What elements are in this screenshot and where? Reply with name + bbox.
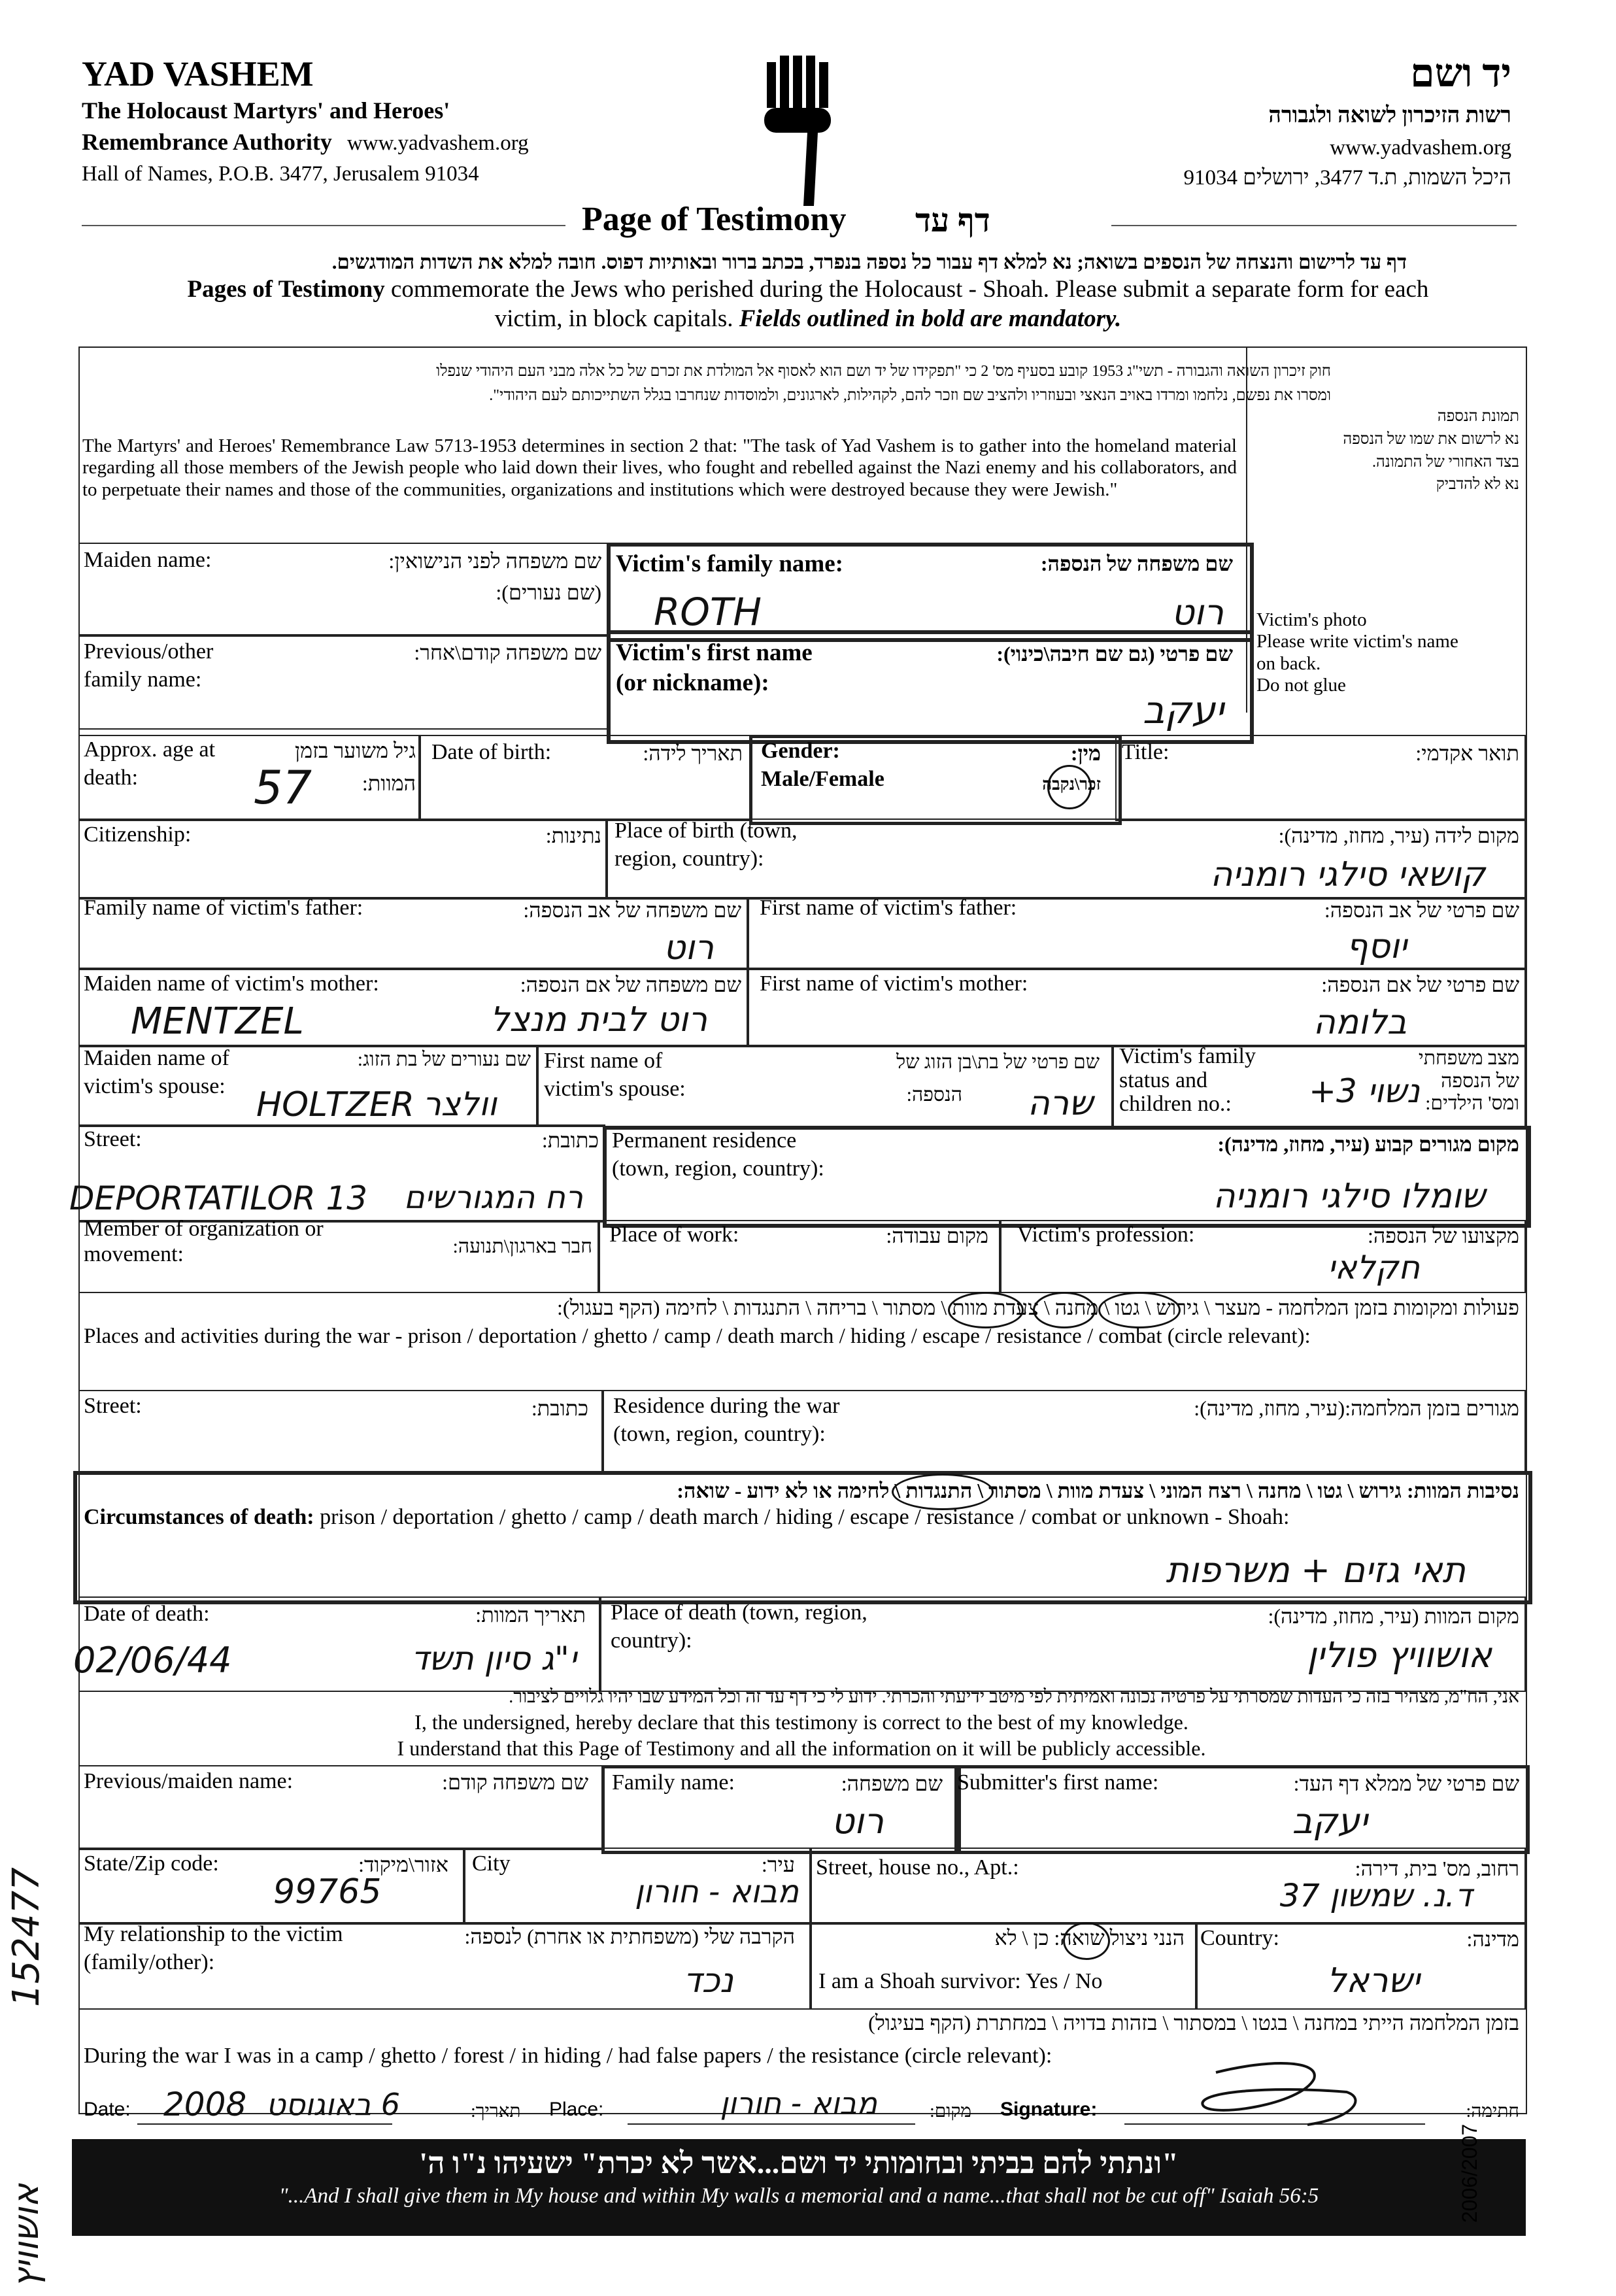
death-place-label-he: מקום המוות (עיר, מחוז, מדינה): [1268,1604,1519,1628]
intro-en-italic: Fields outlined in bold are mandatory. [739,305,1122,333]
intro-en-text-2: victim, in block capitals. [494,305,739,333]
first-name-label-2: (or nickname): [616,669,769,697]
family-name-value-he: רוט [1171,592,1224,633]
family-status-label-he [1419,1047,1519,1115]
profession-value: חקלאי [1327,1249,1420,1287]
spouse-maiden-value-he: וולצר [422,1085,497,1123]
family-status-label-he-2: של הנספה [1441,1070,1519,1092]
activity-circle-ghetto [1033,1292,1096,1328]
circumstances-en-text: prison / deportation / ghetto / camp / death march / hiding / escape / resistance / combat or unknown - Shoah: [314,1505,1290,1529]
family-name-value: ROTH [654,590,762,634]
signature-label-he: חתימה: [1466,2101,1519,2121]
war-residence-label [613,1393,840,1448]
declaration-en [78,1709,1524,1761]
title-label: Title: [1122,740,1170,764]
residence-label-2: (town, region, country): [612,1156,824,1181]
submitter-first-name-label-he: שם פרטי של ממלא דף העד: [1293,1772,1519,1795]
family-status-value: נשוי 3+ [1309,1072,1420,1110]
member-label-1: Member of organization or [84,1217,324,1241]
death-place-label-2: country): [611,1628,692,1653]
previous-name-label-2: family name: [84,667,202,692]
footer-quote-en: "...And I shall give them in My house and within My walls a memorial and a name...that shall not be cut off" Isaiah 56:5 [278,2184,1319,2208]
photo-en-2: Please write victim's name [1256,631,1458,652]
org-sub-en-1: The Holocaust Martyrs' and Heroes' [82,97,450,124]
war-status-he: בזמן המלחמה הייתי במחנה \ בגטו \ במסתור \ בזהות בדויה \ במחתרת (הקף בעיגול) [868,2011,1519,2034]
street-value: DEPORTATILOR 13 [69,1179,368,1217]
mother-first-label-he: שם פרטי של אם הנספה: [1321,973,1519,996]
relationship-label [84,1921,343,1976]
family-name-label: Victim's family name: [616,550,843,577]
activities-he: פעולות ומקומות בזמן המלחמה - מעצר \ גירוש \ גטו \ מחנה \ צעדת מוות \ מסתור \ בריחה \ התנגדות \ לחימה (הקף בעגול): [557,1296,1519,1319]
submitter-street-label: Street, house no., Apt.: [816,1855,1019,1880]
residence-value: שומלו סילגי רומניה [1213,1177,1485,1216]
mother-maiden-label-he: שם משפחה של אם הנספה: [520,973,741,996]
header-rule-right [1111,225,1517,226]
law-he-2: ומסרו את נפשם, נלחמו ומרדו באויב הנאצי ובעוזריו ולהציב שם וזכר להם, לקהילות, לארגונים, ולמוסדות שנחרבו בגלל השתייכותם לעם היהודי". [489,387,1331,404]
war-residence-label-he: מגורים בזמן המלחמה:(עיר, מחוז, מדינה): [1194,1396,1519,1420]
title-label-he: תואר אקדמי: [1415,741,1519,765]
survivor-no-circle [1063,1922,1110,1960]
header-rule-left [82,225,565,226]
member-label-he: חבר בארגון\תנועה: [452,1236,592,1257]
date-label: Date: [84,2099,131,2120]
submitter-family-name-label-he: שם משפחה: [841,1772,943,1795]
circumstances-en [84,1504,1289,1532]
photo-he-1: תמונת הנספה [1437,408,1519,425]
yad-vashem-logo [762,56,840,206]
mother-maiden-value: MENTZEL [131,1000,304,1043]
activity-circle-camp [948,1292,1024,1328]
first-name-label-1: Victim's first name [616,639,813,666]
family-status-label-2: status and [1119,1068,1208,1092]
profession-label: Victim's profession: [1017,1223,1195,1247]
father-first-label-he: שם פרטי של אב הנספה: [1324,898,1519,922]
relationship-label-he: הקרבה שלי (משפחתית או אחרת) לנספה: [464,1925,795,1948]
survivor-label: I am a Shoah survivor: Yes / No [818,1969,1103,1993]
dob-label: Date of birth: [431,740,552,764]
member-label [84,1216,324,1267]
org-sub-he: רשות הזיכרון לשואה ולגבורה [1268,103,1511,127]
residence-label [612,1127,824,1183]
footer-quote-he: "ונתתי להם בביתי ובחומותי יד ושם...אשר לא יכרת" ישעיהו נ"ו ה' [419,2146,1179,2180]
spouse-first-label-he-1: שם פרטי של בת\בן הזוג של [896,1051,1100,1073]
submitter-street-value: ד.נ. שמשון 37 [1279,1878,1472,1914]
org-name-en: YAD VASHEM [82,54,314,93]
intro-en [82,275,1534,333]
relationship-value: נכד [683,1961,733,2001]
street-value-he: רח המגורשים [403,1179,583,1216]
death-place-label [611,1599,867,1655]
death-date-label-he: תאריך המוות: [475,1603,586,1627]
spouse-first-label-2: victim's spouse: [544,1076,686,1101]
date-value: 2008 [163,2085,247,2123]
declaration-he: אני, הח"מ, מצהיר בזה כי העדות שמסרתי על פרטיה נכונה ואמיתית לפי מיטב ידיעתי והכרתי. ידוע לי כי דף עד זה וכל המידע שבו יהיו גלויים לציבור. [509,1687,1519,1707]
zip-value: 99765 [273,1872,382,1912]
margin-note: אושוויץ [5,2184,46,2288]
place-value: מבוא - חורון [720,2085,877,2121]
survivor-label-he: הנני ניצול שואה: כן \ לא [994,1926,1185,1950]
war-street-label-he: כתובת: [531,1396,588,1420]
side-code: 2006/2007 [1458,2123,1481,2223]
war-residence-label-1: Residence during the war [613,1394,840,1418]
gender-label [761,737,884,793]
citizenship-label: Citizenship: [84,822,192,847]
age-label [84,736,215,792]
submitter-family-name-value: רוט [831,1800,884,1842]
family-status-label-3: children no.: [1119,1092,1232,1117]
mother-maiden-value-he: רוט לבית מנצל [490,1000,707,1039]
country-label-he: מדינה: [1466,1927,1519,1951]
intro-he: דף עד לרישום והנצחה של הנספים בשואה; נא למלא דף עבור כל נספה בנפרד, בכתב ברור ובאותיות דפוס. חובה למלא את השדות המודגשים. [331,250,1407,273]
zip-label: State/Zip code: [84,1851,219,1876]
first-name-label [616,638,813,699]
page-title-en: Page of Testimony [582,201,847,238]
death-date-label: Date of death: [84,1602,210,1626]
submitter-first-name-label: Submitter's first name: [957,1770,1159,1795]
margin-number: 152477 [5,1867,48,2007]
age-label-he-2: המוות: [362,771,416,795]
work-place-label-he: מקום עבודה: [886,1224,988,1247]
field-war-street[interactable] [78,1390,604,1474]
dob-label-he: תאריך לידה: [643,741,743,765]
street-label: Street: [84,1127,142,1151]
war-status-en: During the war I was in a camp / ghetto / forest / in hiding / had false papers / the resistance (circle relevant): [84,2044,1052,2068]
spouse-first-label [544,1047,686,1103]
org-name-he: יד ושם [1410,52,1511,95]
family-name-label-he: שם משפחה של הנספה: [1040,552,1233,575]
maiden-name-label-he: שם משפחה לפני הנישואין: [388,549,601,573]
photo-he-3: בצד האחורי של התמונה. [1372,453,1519,471]
spouse-maiden-label-1: Maiden name of [84,1046,229,1070]
declaration-en-2: I understand that this Page of Testimony and all the information on it will be publicly accessible. [397,1736,1206,1760]
submitter-street-label-he: רחוב, מס' בית, דירה: [1355,1857,1519,1880]
footer-banner [72,2139,1526,2236]
family-status-label-1: Victim's family [1119,1044,1256,1068]
city-label: City [472,1851,511,1876]
submitter-family-name-label: Family name: [612,1770,735,1795]
submitter-prev-name-label-he: שם משפחה קודם: [442,1770,588,1794]
father-family-value: רוט [663,928,714,968]
date-label-he: תאריך: [471,2101,521,2121]
circumstances-he: נסיבות המוות: גירוש \ גטו \ מחנה \ רצח המוני \ צעדת מוות \ מסתור \ התנגדות \ לחימה או לא ידוע - שואה: [677,1479,1519,1502]
birth-place-label-1: Place of birth (town, [614,819,798,843]
mother-first-label: First name of victim's mother: [760,971,1028,996]
birth-place-label-2: region, country): [614,846,764,871]
street-label-he: כתובת: [541,1128,599,1152]
org-sub-en-2 [82,128,529,156]
mother-maiden-label: Maiden name of victim's mother: [84,971,379,996]
spouse-first-label-he-2: הנספה: [906,1084,962,1106]
photo-en-1: Victim's photo [1256,609,1367,630]
first-name-label-he: שם פרטי (גם שם חיבה\כינוי): [996,642,1233,666]
residence-label-he: מקום מגורים קבוע (עיר, מחוז, מדינה): [1217,1132,1519,1156]
submitter-first-name-value: יעקב [1292,1800,1368,1842]
photo-en [1256,609,1458,696]
mother-first-value: בלומה [1313,1003,1407,1042]
photo-en-3: on back. [1256,652,1321,674]
age-label-2: death: [84,765,139,790]
country-value: ישראל [1326,1961,1420,2001]
address-he: היכל השמות, ת.ד 3477, ירושלים 91034 [1183,166,1511,190]
gender-label-he-2: זכר\נקבה [1042,775,1101,794]
place-line [628,2123,915,2125]
address-en: Hall of Names, P.O.B. 3477, Jerusalem 91034 [82,162,479,186]
page-title-he: דף עד [915,202,990,239]
death-place-value: אושוויץ פולין [1307,1634,1492,1676]
death-place-label-1: Place of death (town, region, [611,1600,867,1625]
previous-name-label-he: שם משפחה קודם\אחר: [414,641,601,664]
age-label-1: Approx. age at [84,737,216,762]
photo-en-4: Do not glue [1256,675,1346,696]
zip-label-he: אזור\מיקוד: [358,1853,448,1876]
activities-en: Places and activities during the war - prison / deportation / ghetto / camp / death march / hiding / escape / resistance / combat (circle relevant): [84,1325,1311,1348]
date-line [137,2123,392,2125]
war-street-label: Street: [84,1394,142,1418]
date-value-he: 6 באוגוסט [266,2087,400,2122]
law-en: The Martyrs' and Heroes' Remembrance Law 5713-1953 determines in section 2 that: "The task of Yad Vashem is to gather into the homeland material regarding all those members of the Jewish people who laid down their lives, who fought and rebelled against the Nazi enemy and his collaborators, and to perpetuate their names and those of the communities, organizations and institutions which were destroyed because they were Jewish." [82,435,1237,500]
father-first-label: First name of victim's father: [760,896,1017,920]
spouse-maiden-label-he: שם נעורים של בת הזוג: [357,1049,531,1070]
previous-name-label-1: Previous/other [84,639,214,664]
father-family-label: Family name of victim's father: [84,896,363,920]
spouse-maiden-label-2: victim's spouse: [84,1073,226,1098]
relationship-label-2: (family/other): [84,1950,215,1974]
family-status-label-he-3: ומס' הילדים: [1425,1092,1519,1114]
citizenship-label-he: נתינות: [545,824,601,847]
submitter-prev-name-label: Previous/maiden name: [84,1769,294,1793]
age-label-he-1: גיל משוער בזמן [294,739,416,762]
previous-name-label [84,638,213,694]
work-place-label: Place of work: [609,1223,739,1247]
birth-place-label-he: מקום לידה (עיר, מחוז, מדינה): [1278,824,1519,847]
place-label-he: מקום: [930,2101,971,2121]
city-value: מבוא - חורון [634,1874,799,1910]
death-date-value: 02/06/44 [73,1640,232,1681]
activity-circle-deportation [1098,1292,1181,1328]
family-status-label [1119,1045,1256,1117]
maiden-name-label-he-2: (שם נעורים): [496,581,601,604]
law-he-1: חוק זיכרון השואה והגבורה - תשי"ג 1953 קובע בסעיף מס' 2 כי "תפקידו של יד ושם הוא לאסוף אל המולדת את זכרם של כל אלה מבני העם היהודי שנפלו [436,363,1331,380]
spouse-maiden-label [84,1045,229,1100]
gender-label-1: Gender: [761,739,840,763]
org-sub-en-2-text: Remembrance Authority [82,129,332,155]
member-label-2: movement: [84,1242,184,1267]
gender-label-2: Male/Female [761,766,884,791]
photo-he [1343,405,1519,496]
family-status-label-he-1: מצב משפחתי [1418,1047,1519,1069]
signature-mark [1190,2053,1373,2131]
death-date-value-he: י"ג סיון תשד [411,1640,577,1678]
spouse-first-label-1: First name of [544,1049,663,1073]
maiden-name-label: Maiden name: [84,548,212,572]
circumstance-circle-mass-murder [892,1474,994,1510]
gender-label-he-1: מין: [1070,741,1101,765]
place-label: Place: [549,2099,604,2120]
declaration-en-1: I, the undersigned, hereby declare that this testimony is correct to the best of my knowledge. [414,1710,1188,1734]
relationship-label-1: My relationship to the victim [84,1922,343,1946]
birth-place-label [614,817,798,873]
birth-place-value: קושאי סילגי רומניה [1210,855,1485,894]
age-value: 57 [254,761,312,815]
photo-he-4: נא לא להדביק [1436,476,1519,494]
first-name-value: יעקב [1143,688,1224,732]
circumstances-value: תאי גזים + משרפות [1166,1549,1466,1591]
spouse-first-value: שרה [1027,1084,1093,1123]
website-en[interactable]: www.yadvashem.org [346,131,529,155]
father-first-value: יוסף [1346,927,1407,966]
intro-en-text-1: commemorate the Jews who perished during the Holocaust - Shoah. Please submit a separate form for each [384,276,1429,303]
photo-he-2: נא לרשום את שמו של הנספה [1343,430,1519,448]
profession-label-he: מקצועו של הנספה: [1367,1224,1519,1247]
war-residence-label-2: (town, region, country): [613,1421,826,1446]
gender-male-circle [1047,765,1092,809]
father-family-label-he: שם משפחה של אב הנספה: [523,898,741,922]
website-he[interactable]: www.yadvashem.org [1330,136,1511,160]
city-label-he: עיר: [761,1853,795,1876]
residence-label-1: Permanent residence [612,1128,797,1153]
signature-label: Signature: [1000,2099,1098,2120]
country-label: Country: [1200,1926,1279,1950]
intro-en-bold: Pages of Testimony [187,276,385,303]
spouse-maiden-value: HOLTZER [256,1085,414,1124]
circumstances-en-bold: Circumstances of death: [84,1505,314,1529]
